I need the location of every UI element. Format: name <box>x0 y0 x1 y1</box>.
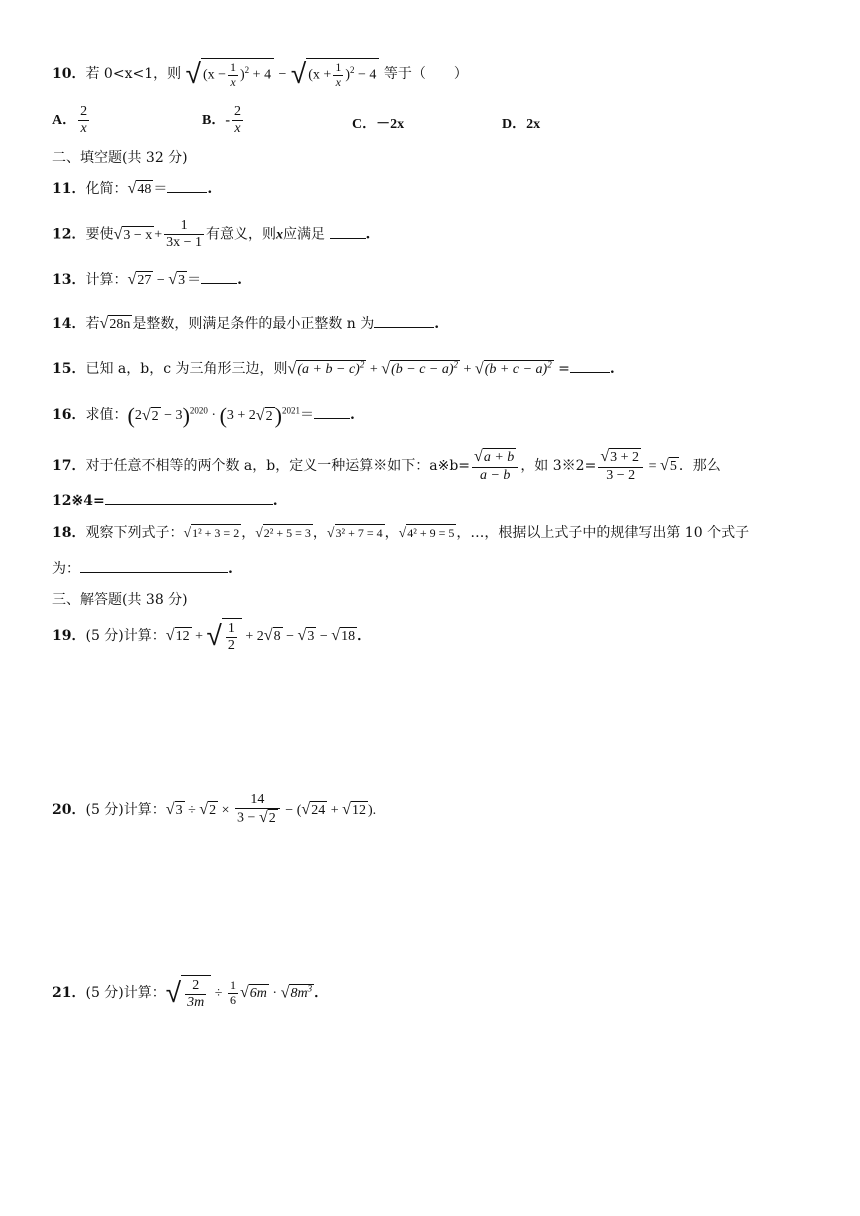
question-number: 10． <box>52 65 86 82</box>
section-title-fill-in: 二、填空题(共 32 分) <box>52 150 188 166</box>
question-21: 21．(5 分)计算：√ $\frac{2}{3m}$ ÷ $\frac{1}{6}$ $√6m \cdot √8m^3$ ． <box>52 976 329 1011</box>
answer-blank[interactable] <box>80 560 228 573</box>
answer-blank[interactable] <box>105 492 273 505</box>
answer-blank[interactable] <box>314 406 350 419</box>
answer-blank[interactable] <box>330 226 366 239</box>
question-17: 17．对于任意不相等的两个数 a，b，定义一种运算※如下：a※b= $\frac{√a + b}{a - b}$ ，如 3※2= $\frac{√3 + 2}{3 - 2}$ = √5 ．那么 <box>52 448 721 483</box>
answer-blank[interactable] <box>201 271 237 284</box>
question-17-line-2: 12※4= . <box>52 493 278 509</box>
question-18: 18．观察下列式子：√1² + 3 = 2 ，√2² + 5 = 3 ，√3² + 7 = 4 ，√4² + 9 = 5 ，…，根据以上式子中的规律写出第 10 个式子 <box>52 525 750 541</box>
option-c[interactable]: C．－2x <box>352 117 405 132</box>
question-14: 14．若√28n 是整数，则满足条件的最小正整数 n 为 . <box>52 314 440 332</box>
radical-expression-2: √ (x + $\frac{1}{x}$ )$^2$ − 4 <box>291 58 380 90</box>
answer-blank[interactable] <box>167 180 207 193</box>
question-18-line-2: 为： . <box>52 561 233 577</box>
question-16: 16．求值：$(2√2 - 3)^{2020} \cdot (3 + 2√2)^{2021}=$ . <box>52 403 355 428</box>
question-19: 19．(5 分)计算：√12 + √ $\frac{1}{2}$ + 2√8 − √3 − √18 ． <box>52 619 372 654</box>
question-20: 20．(5 分)计算：√3 ÷ √2 × $\frac{14}{3 - √2}$ − (√24 + √12 ). <box>52 792 377 827</box>
question-text: 若 0<x<1，则 <box>85 65 182 82</box>
option-d[interactable]: D．2x <box>502 117 541 132</box>
answer-blank[interactable] <box>570 360 610 373</box>
section-title-solutions: 三、解答题(共 38 分) <box>52 592 188 608</box>
question-12: 12．要使√3 − x + $\frac{1}{3x - 1}$ 有意义，则x应满足 . <box>52 218 371 251</box>
question-11: 11．化简：√48 ＝ . <box>52 179 213 197</box>
question-tail: 等于（ ） <box>383 65 468 82</box>
radical-expression-1: √ (x − $\frac{1}{x}$ )$^2$ + 4 <box>186 58 275 90</box>
question-13: 13．计算：√27 − √3 ＝ . <box>52 270 242 288</box>
question-15: 15．已知 a，b，c 为三角形三边，则$√(a + b - c)^2 + √(b - c - a)^2 + √(b + c - a)^2$ = . <box>52 359 615 378</box>
question-10: 10．若 0<x<1，则 √ (x − $\frac{1}{x}$ )$^2$ + 4 − √ (x + $\frac{1}{x}$ )$^2$ − 4 等于（ ） <box>52 56 468 90</box>
option-a[interactable]: A． $\frac{2}{x}$ <box>52 104 88 137</box>
answer-blank[interactable] <box>374 315 434 328</box>
option-b[interactable]: B．- $\frac{2}{x}$ <box>202 104 242 137</box>
